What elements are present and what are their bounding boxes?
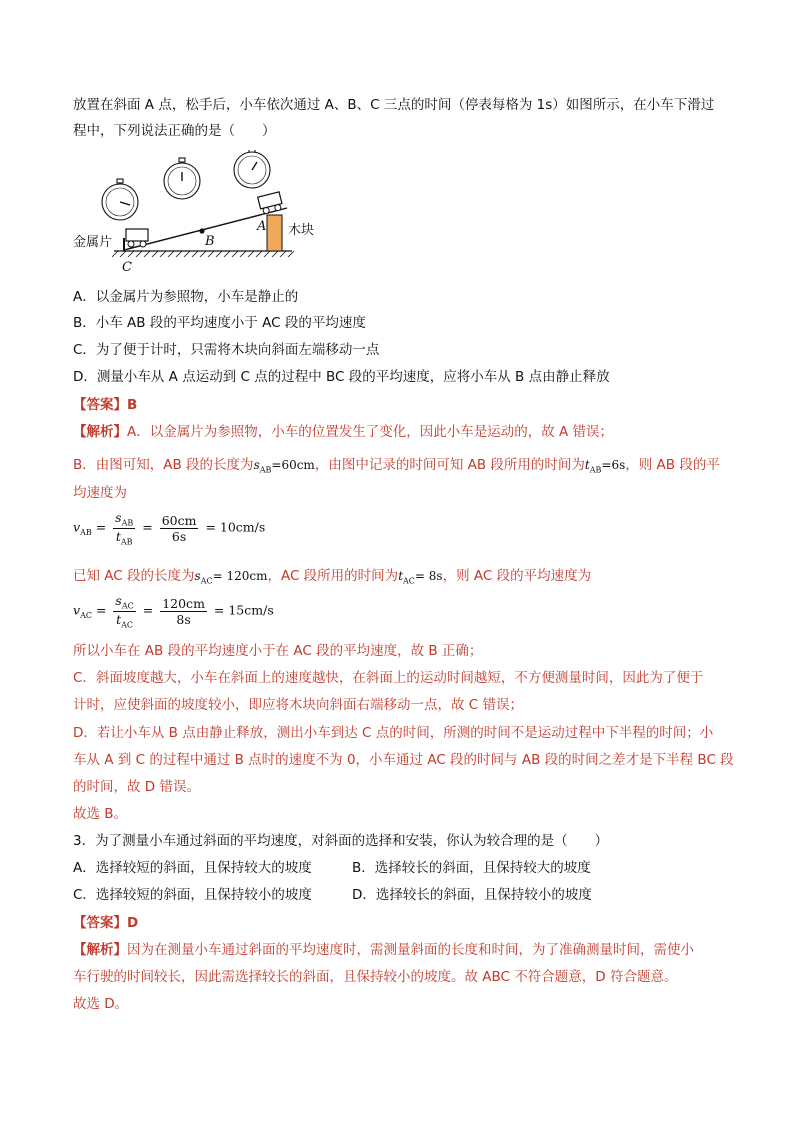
q3-option-d: D．选择较长的斜面，且保持较小的坡度 xyxy=(352,887,592,903)
analysis-c-line1: C．斜面坡度越大，小车在斜面上的速度越快，在斜面上的运动时间越短，不方便测量时间，因此为了便于 xyxy=(73,670,704,686)
q3-analysis-line2: 车行驶的时间较长，因此需选择较长的斜面，且保持较小的坡度。故 ABC 不符合题意，D 符合题意。 xyxy=(73,969,678,985)
figure-label-metal: 金属片 xyxy=(73,235,113,250)
question-3-stem: 3．为了测量小车通过斜面的平均速度，对斜面的选择和安装，你认为较合理的是（ ） xyxy=(73,833,609,849)
answer-line: 【答案】B xyxy=(73,397,138,413)
stopwatch-c xyxy=(102,179,138,220)
analysis-ac-line: 已知 AC 段的长度为$s_{AC}= 120cm$，AC 段所用的时间为$t_{AC}= 8s$，则 AC 段的平均速度为 xyxy=(73,568,592,586)
cart-at-c xyxy=(126,229,148,247)
analysis-d-line3: 的时间，故 D 错误。 xyxy=(73,779,200,795)
question-stem-line: 程中，下列说法正确的是（ ） xyxy=(73,123,276,139)
conclusion: 故选 B。 xyxy=(73,806,128,822)
incline-figure xyxy=(72,150,302,275)
stopwatch-a xyxy=(234,150,270,188)
figure-label-b: B xyxy=(205,234,215,249)
analysis-c-line2: 计时，应使斜面的坡度较小，即应将木块向斜面右端移动一点，故 C 错误； xyxy=(73,697,524,713)
cart-at-a xyxy=(258,192,284,215)
q3-option-b: B．选择较长的斜面，且保持较大的坡度 xyxy=(352,860,591,876)
q3-analysis-line1: 【解析】因为在测量小车通过斜面的平均速度时，需测量斜面的长度和时间，为了准确测量时间，需使小 xyxy=(73,942,694,958)
figure-label-c: C xyxy=(122,260,132,275)
option-c: C．为了便于计时，只需将木块向斜面左端移动一点 xyxy=(73,342,380,358)
analysis-d-line2: 车从 A 到 C 的过程中通过 B 点时的速度不为 0，小车通过 AC 段的时间与 AB 段的时间之差才是下半程 BC 段 xyxy=(73,752,734,768)
analysis-d-line1: D．若让小车从 B 点由静止释放，测出小车到达 C 点的时间，所测的时间不是运动过程中下半程的时间；小 xyxy=(73,725,714,741)
option-d: D．测量小车从 A 点运动到 C 点的过程中 BC 段的平均速度，应将小车从 B 点由静止释放 xyxy=(73,369,610,385)
formula-ac: $v_{AC}$ = $\frac{s_{AC}}{t_{AC}}$ = $\frac{120cm}{8s}$ = 15cm/s xyxy=(73,593,274,629)
formula-ab: $v_{AB}$ = $\frac{s_{AB}}{t_{AB}}$ = $\frac{60cm}{6s}$ = 10cm/s xyxy=(73,510,266,546)
question-stem-line: 放置在斜面 A 点，松手后，小车依次通过 A、B、C 三点的时间（停表每格为 1s）如图所示，在小车下滑过 xyxy=(73,97,715,113)
analysis-a: 【解析】A．以金属片为参照物，小车的位置发生了变化，因此小车是运动的，故 A 错误； xyxy=(73,424,614,440)
figure-label-block: 木块 xyxy=(288,223,315,238)
q3-conclusion: 故选 D。 xyxy=(73,996,129,1012)
option-b: B．小车 AB 段的平均速度小于 AC 段的平均速度 xyxy=(73,315,366,331)
option-a: A．以金属片为参照物，小车是静止的 xyxy=(73,289,299,305)
figure-label-a: A xyxy=(257,219,267,234)
q3-option-c: C．选择较短的斜面，且保持较小的坡度 xyxy=(73,887,312,903)
q3-option-a: A．选择较短的斜面，且保持较大的坡度 xyxy=(73,860,312,876)
analysis-b-line1: B．由图可知，AB 段的长度为$s_{AB}=60cm$，由图中记录的时间可知 AB 段所用的时间为$t_{AB}=6s$，则 AB 段的平 xyxy=(73,457,720,475)
q3-answer-line: 【答案】D xyxy=(73,915,139,931)
stopwatch-b xyxy=(164,158,200,199)
analysis-b-conclusion: 所以小车在 AB 段的平均速度小于在 AC 段的平均速度，故 B 正确； xyxy=(73,643,483,659)
analysis-b-line2: 均速度为 xyxy=(73,485,127,501)
